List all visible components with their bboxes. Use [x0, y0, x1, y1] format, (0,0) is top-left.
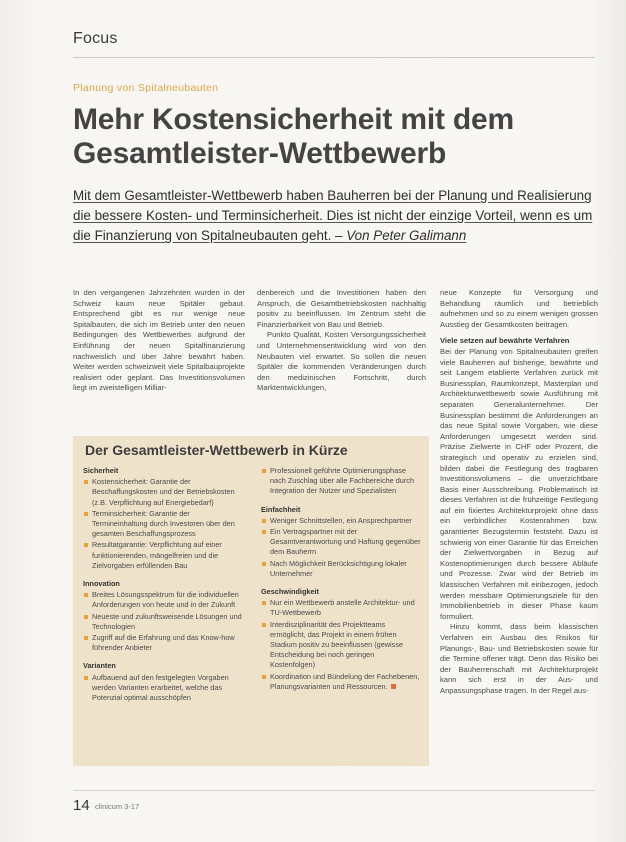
body-column-1: [73, 288, 245, 436]
info-list: [83, 673, 247, 704]
info-group: [261, 587, 421, 692]
info-list-item: Ein Vertragspartner mit der Gesamtverantwortung und Haftung gegenüber dem Bauherrn: [261, 527, 421, 558]
end-mark-icon: [391, 684, 396, 689]
info-list-item: Kostensicherheit: Garantie der Beschaffungskosten und der Betriebskosten (z.B. Verpflichtung auf Energiebedarf): [83, 477, 247, 508]
subheading: Viele setzen auf bewährte Verfahren: [440, 336, 570, 346]
info-list-item: Nach Möglichkeit Berücksichtigung lokaler Unternehmer: [261, 559, 421, 579]
article-lead: [73, 186, 601, 246]
body-column-2: [257, 288, 426, 436]
info-group-heading: Varianten: [83, 661, 116, 671]
info-group: [83, 661, 247, 703]
info-group: [83, 466, 247, 571]
publication-name: clinicum 3-17: [95, 802, 140, 811]
info-list: [83, 477, 247, 571]
body-paragraph: In den vergangenen Jahrzehnten wurden in der Schweiz kaum neue Spitäler gebaut. Entsprechend gibt es nur wenige neue Spitalbauten, die sich im Betrieb unter den neuen Bedingungen des Wettbewerbes aufgrund der Einführung der neuen Spitalfinanzierung nachweislich und über Jahre bewährt haben. Weiter werden schweizweit viele Spitalbauprojekte realisiert oder geplant. Das Investitionsvolumen liegt im zweistelligen Milliar-: [73, 288, 245, 393]
body-paragraph: denbereich und die Investitionen haben den Anspruch, die Gesamtbetriebskosten nachhaltig positiv zu beeinflussen. Im Zentrum steht die Finanzierbarkeit von Bau und Betrieb.: [257, 288, 426, 329]
info-group: [261, 505, 421, 579]
info-group-heading: Innovation: [83, 579, 120, 589]
info-group-heading: Einfachheit: [261, 504, 301, 514]
body-paragraph: Bei der Planung von Spitalneubauten greifen viele Bauherren auf bisherige, bewährte und seit Langem etablierte Verfahren zurück mit Businessplan, Raumkonzept, Masterplan und Architekturwettbewerb sowie Ausführung mit separaten Generalunternehmer. Der Businessplan bestimmt die Anforderungen an das neue Spital sowie Vorgaben, wie diese Anforderungen umgesetzt werden sind. Präzise Zielwerte in CHF oder Prozent, die strategisch und operativ zu erzielen sind, bilden dabei die Festlegung des tragbaren Investitionsvolumens – die unverzichtbare Basis einer Ausschreibung. Problematisch ist dieses Verfahren ist die frühzeitige Festlegung auf ein fixiertes Architekturprojekt ohne dass ein verbindlicher Kostenrahmen bzw. garantierter Bezugstermin feststeht. Dazu ist schwierig von einer Garantie für das Erreichen der Zielwertvorgaben in Bezug auf Kostenoptimierungen durch bessere Abläufe und Prozesse. Zwar wird der Betrieb im klassischen Verfahren mit einbezogen, jedoch werden messbare Optimierungsziele für den Immobilienbetrieb in dieser Phase kaum formuliert.: [440, 346, 598, 621]
info-list-item: Terminsicherheit: Garantie der Termineinhaltung durch Investoren über den gesamten Beschaffungsprozess: [83, 509, 247, 540]
info-box-right-column: [261, 466, 421, 700]
body-paragraph: Hinzu kommt, dass beim klassischen Verfahren ein Ausbau des Risikos für Planungs-, Bau- und Betriebskosten sowie für die Termine offener trägt. Denn das Risiko bei der Bauherrenschaft mit Architekturprojekt kann sich erst in der Aus- und Anpassungsphase tragen. In der Regel aus-: [440, 622, 598, 695]
body-paragraph: neue Konzepte für Versorgung und Behandlung räumlich und betrieblich aufnehmen und so zu einem wenigen grossen Ausstieg der Gesamtkosten beitragen.: [440, 288, 598, 329]
info-box-title: Der Gesamtleister-Wettbewerb in Kürze: [85, 442, 348, 458]
info-list-item: Koordination und Bündelung der Fachebenen, Planungsvarianten und Ressourcen.: [261, 672, 421, 692]
info-list-item: Breites Lösungsspektrum für die individuellen Anforderungen von heute und in der Zukunft: [83, 590, 247, 610]
info-group-heading: Sicherheit: [83, 466, 119, 475]
info-list-item: Interdisziplinarität des Projektteams ermöglicht, das Projekt in einem frühen Stadium positiv zu beeinflussen (gewisse Entscheidung bei noch geringen Kostenfolgen): [261, 620, 421, 671]
footer-divider: [73, 790, 595, 791]
info-list-item: Weniger Schnittstellen, ein Ansprechpartner: [261, 516, 421, 526]
info-list: [261, 466, 421, 497]
info-group-heading: Geschwindigkeit: [261, 587, 319, 597]
info-box-left-column: [83, 466, 247, 711]
info-list: [261, 598, 421, 692]
info-group: [83, 579, 247, 653]
article-kicker: Planung von Spitalneubauten: [73, 82, 219, 94]
lead-text: Mit dem Gesamtleister-Wettbewerb haben Bauherren bei der Planung und Realisierung die bessere Kosten- und Terminsicherheit. Dies ist nicht der einzige Vorteil, wenn es um die Finanzierung von Spitalneubauten geht. –: [73, 188, 593, 243]
body-paragraph: Punkto Qualität, Kosten Versorgungssicherheit und Unternehmensentwicklung wird von den Neubauten viel erwartet. So sollen die neuen Spitäler die kommenden Veränderungen durch den medizinischen Fortschritt, durch Marktentwicklungen,: [257, 330, 426, 393]
info-list: [83, 590, 247, 653]
info-list-item: Zugriff auf die Erfahrung und das Know-how führender Anbieter: [83, 633, 247, 653]
info-list-item: Professionell geführte Optimierungsphase nach Zuschlag über alle Fachbereiche durch Integration der Nutzer und Spezialisten: [261, 466, 421, 497]
body-column-3: [440, 288, 598, 810]
section-label: Focus: [73, 30, 118, 47]
article-headline: Mehr Kostensicherheit mit dem Gesamtleister-Wettbewerb: [73, 103, 514, 170]
info-group: [261, 466, 421, 497]
info-list-item: Neueste und zukunftsweisende Lösungen und Technologien: [83, 612, 247, 632]
info-list-item: Nur ein Wettbewerb anstelle Architektur- und TU-Wettbewerb: [261, 598, 421, 618]
info-list: [261, 516, 421, 579]
article-author: Von Peter Galimann: [346, 228, 467, 243]
header-divider: [73, 57, 595, 58]
info-list-item: Resultatgarantie: Verpflichtung auf einer funktionierenden, mängelfreien und die Zielvorgaben erfüllenden Bau: [83, 540, 247, 571]
info-box: [73, 436, 429, 766]
info-list-item: Aufbauend auf den festgelegten Vorgaben werden Varianten erarbeitet, welche das Potenzial optimal ausschöpfen: [83, 673, 247, 704]
page-number: 14: [73, 797, 90, 814]
